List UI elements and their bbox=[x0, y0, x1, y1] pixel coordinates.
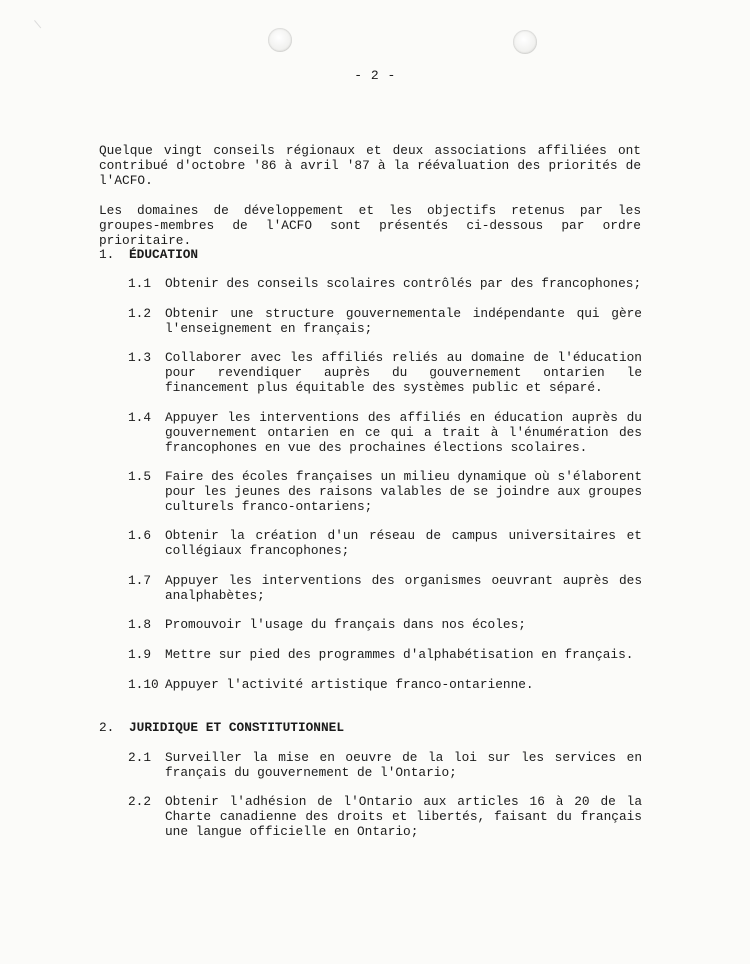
item-number: 1.5 bbox=[128, 469, 152, 484]
item-text: Appuyer l'activité artistique franco-ontarienne. bbox=[165, 677, 534, 692]
intro-paragraph: Les domaines de développement et les objectifs retenus par les groupes-membres de l'ACFO sont présentés ci-dessous par ordre prioritaire. bbox=[99, 203, 641, 248]
list-item bbox=[128, 306, 642, 336]
list-item bbox=[128, 350, 642, 395]
item-number: 1.8 bbox=[128, 617, 152, 632]
page-number: - 2 - bbox=[354, 68, 396, 83]
list-item bbox=[128, 410, 642, 455]
item-number: 1.9 bbox=[128, 647, 152, 662]
item-text: Promouvoir l'usage du français dans nos écoles; bbox=[165, 617, 526, 632]
section-title: JURIDIQUE ET CONSTITUTIONNEL bbox=[129, 720, 345, 735]
list-item bbox=[128, 276, 642, 291]
item-text: Obtenir la création d'un réseau de campus universitaires et collégiaux francophones; bbox=[165, 528, 642, 558]
item-text: Faire des écoles françaises un milieu dynamique où s'élaborent pour les jeunes des raisons valables de se joindre aux groupes culturels franco-ontariens; bbox=[165, 469, 642, 514]
item-number: 1.6 bbox=[128, 528, 152, 543]
intro-paragraph: Quelque vingt conseils régionaux et deux associations affiliées ont contribué d'octobre '86 à avril '87 à la réévaluation des priorités de l'ACFO. bbox=[99, 143, 641, 188]
item-number: 1.10 bbox=[128, 677, 159, 692]
item-text: Collaborer avec les affiliés reliés au domaine de l'éducation pour revendiquer auprès du gouvernement ontarien le financement plus équitable des systèmes public et séparé. bbox=[165, 350, 642, 395]
item-number: 1.1 bbox=[128, 276, 152, 291]
item-text: Obtenir l'adhésion de l'Ontario aux articles 16 à 20 de la Charte canadienne des droits et libertés, faisant du français une langue officielle en Ontario; bbox=[165, 794, 642, 839]
punch-hole bbox=[268, 28, 292, 52]
list-item bbox=[128, 617, 642, 632]
item-number: 1.2 bbox=[128, 306, 152, 321]
item-text: Obtenir une structure gouvernementale indépendante qui gère l'enseignement en français; bbox=[165, 306, 642, 336]
list-item bbox=[128, 647, 642, 662]
section-number: 1. bbox=[99, 247, 115, 262]
list-item bbox=[128, 573, 642, 603]
punch-hole bbox=[513, 30, 537, 54]
item-text: Obtenir des conseils scolaires contrôlés par des francophones; bbox=[165, 276, 642, 291]
item-number: 1.7 bbox=[128, 573, 152, 588]
list-item bbox=[128, 677, 642, 692]
section-heading bbox=[99, 720, 344, 735]
item-number: 1.3 bbox=[128, 350, 152, 365]
list-item bbox=[128, 469, 642, 514]
item-text: Appuyer les interventions des organismes oeuvrant auprès des analphabètes; bbox=[165, 573, 642, 603]
list-item bbox=[128, 528, 642, 558]
section-number: 2. bbox=[99, 720, 115, 735]
scan-mark bbox=[34, 14, 49, 29]
section-heading bbox=[99, 247, 198, 262]
item-number: 2.1 bbox=[128, 750, 152, 765]
list-item bbox=[128, 750, 642, 780]
item-text: Surveiller la mise en oeuvre de la loi sur les services en français du gouvernement de l'Ontario; bbox=[165, 750, 642, 780]
list-item bbox=[128, 794, 642, 839]
section-title: ÉDUCATION bbox=[129, 247, 199, 262]
item-text: Mettre sur pied des programmes d'alphabétisation en français. bbox=[165, 647, 634, 662]
item-number: 1.4 bbox=[128, 410, 152, 425]
item-text: Appuyer les interventions des affiliés en éducation auprès du gouvernement ontarien en ce qui a trait à l'énumération des francophones en vue des prochaines élections scolaires. bbox=[165, 410, 642, 455]
item-number: 2.2 bbox=[128, 794, 152, 809]
